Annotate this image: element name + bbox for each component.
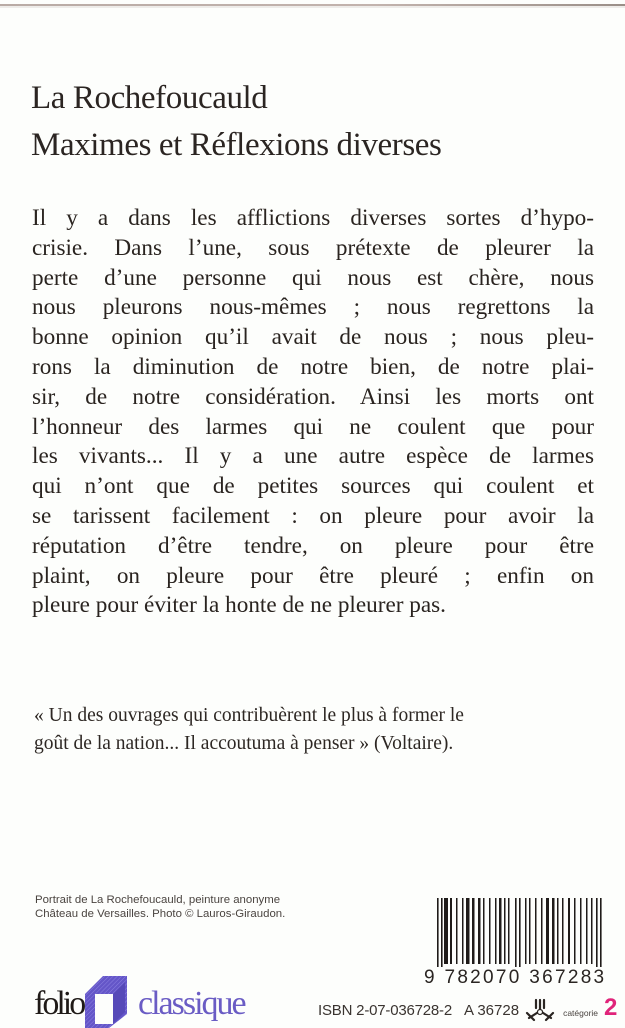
- cover-credit: [35, 893, 285, 921]
- logo-classique-text: classique: [138, 985, 245, 1022]
- excerpt-line: qui n’ont que de petites sources qui coulent et: [32, 473, 594, 500]
- folio-book-icon: [81, 974, 131, 1028]
- category-number: 2: [604, 994, 618, 1021]
- excerpt-line: pleure pour éviter la honte de ne pleurer pas.: [32, 592, 446, 619]
- excerpt-line: l’honneur des larmes qui ne coulent que pour: [32, 413, 594, 440]
- excerpt-line: se tarissent facilement : on pleure pour avoir la: [32, 502, 594, 529]
- excerpt-line: crisie. Dans l’une, sous prétexte de pleurer la: [32, 234, 594, 261]
- excerpt-line: sir, de notre considération. Ainsi les morts ont: [32, 383, 594, 410]
- credit-line-portrait: Portrait de La Rochefoucauld, peinture anonyme: [35, 894, 281, 906]
- title-block: [31, 75, 591, 169]
- excerpt-line: réputation d’être tendre, on pleure pour être: [32, 532, 594, 559]
- barcode: [437, 898, 609, 972]
- category-symbol-icon: [525, 998, 555, 1022]
- catalog-code: A 36728: [464, 1001, 520, 1019]
- author-name: La Rochefoucauld: [31, 80, 268, 116]
- book-title: Maximes et Réflexions diverses: [31, 127, 442, 163]
- excerpt-line: les vivants... Il y a une autre espèce de larmes: [32, 443, 594, 470]
- credit-line-photo: Château de Versailles. Photo © Lauros-Giraudon.: [35, 908, 286, 920]
- isbn-number: ISBN 2-07-036728-2: [318, 1001, 452, 1019]
- excerpt-paragraph: [32, 204, 594, 621]
- excerpt-line: plaint, on pleure pour être pleuré ; enfin on: [32, 562, 594, 589]
- isbn-row: [318, 994, 618, 1023]
- category-label: catégorie: [563, 1008, 599, 1018]
- folio-classique-logo: [34, 974, 284, 1028]
- excerpt-line: Il y a dans les afflictions diverses sortes d’hypo-: [32, 205, 594, 231]
- voltaire-quote: [34, 702, 594, 758]
- excerpt-line: perte d’une personne qui nous est chère, nous: [32, 264, 594, 291]
- barcode-digits: 9 782070 367283: [424, 967, 607, 988]
- excerpt-line: bonne opinion qu’il avait de nous ; nous pleu-: [32, 324, 594, 351]
- top-edge-shadow: [0, 6, 625, 8]
- logo-folio-text: folio: [34, 985, 84, 1022]
- quote-line: « Un des ouvrages qui contribuèrent le plus à former le: [34, 705, 464, 726]
- quote-line: goût de la nation... Il accoutuma à penser » (Voltaire).: [34, 733, 454, 754]
- excerpt-line: nous pleurons nous-mêmes ; nous regrettons la: [32, 294, 594, 321]
- excerpt-line: rons la diminution de notre bien, de notre plai-: [32, 353, 594, 380]
